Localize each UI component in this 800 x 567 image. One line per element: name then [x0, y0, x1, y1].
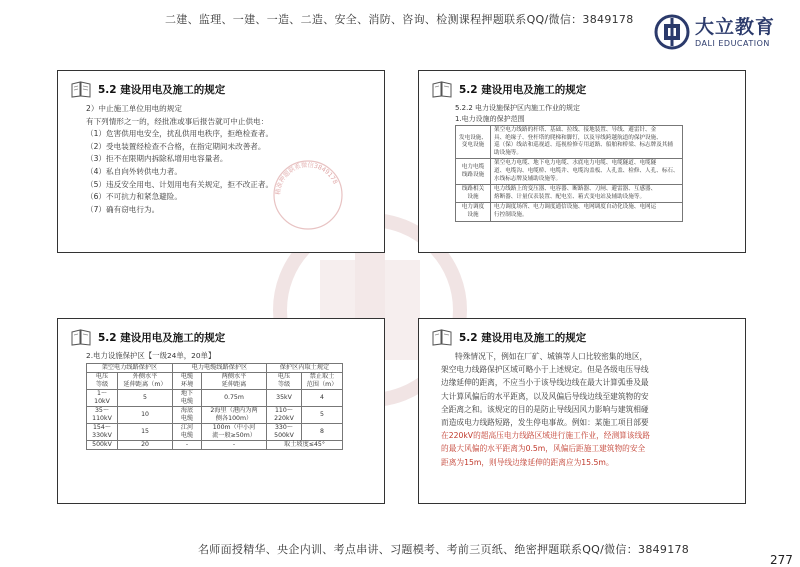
- slide-subtitle: 5.2.2 电力设施保护区内施工作业的规定: [455, 104, 581, 112]
- table-row: 电压 等级 外侧水平 延伸距离（m） 电缆 环境 两侧水平 延伸距离 电压 等级 禁止取土 范围（m）: [87, 373, 343, 390]
- slide-3: [57, 318, 385, 504]
- slide-subtitle: 2）中止施工单位用电的规定: [86, 104, 182, 113]
- slide-subtitle: 2.电力设施保护区【一级24单，20单】: [86, 351, 216, 360]
- slide-4: [418, 318, 746, 504]
- watermark-text: 精准押题联系微信3849178: [274, 161, 339, 196]
- table-row: 线路相关 设施 电力线路上的变压器、电容器、断路器、刀闸、避雷器、互感器、 熔断器、计量仪表装置、配电室、箱式变电站及辅助设施等。: [456, 185, 683, 203]
- list-item: （5）违反安全用电、计划用电有关规定，拒不改正者。: [86, 179, 274, 189]
- table-row: 35～ 110kV 10 海底 电缆 2海里（港内为两 侧各100m） 110～ 220kV 5: [87, 407, 343, 424]
- book-icon: [431, 329, 453, 346]
- paragraph-line: 而造成电力线路短路，发生停电事故。例如：某施工项目部要: [441, 418, 649, 428]
- table-row: 发电设施、 变电设施 架空电力线路的杆塔、基础、拉线、接地装置、导线、避雷针、金 具、绝缘子、登杆塔的爬梯和脚钉，以及导线跨越航道的保护设施、 巡（保）线站和巡视道、巡视检修专用道路、船舶和桥梁、标志牌及其辅 助设施等。: [456, 126, 683, 159]
- page-number: 277: [770, 553, 793, 567]
- paragraph-line-highlight: 距离为15m，则导线边缘延伸的距离应为15.5m。: [441, 457, 614, 467]
- book-icon: [70, 329, 92, 346]
- slide-2: [418, 70, 746, 253]
- list-item: （1）危害供用电安全，扰乱供用电秩序，拒绝检查者。: [86, 129, 274, 139]
- book-icon: [431, 81, 453, 98]
- header-text: 二建、监理、一建、一造、二造、安全、消防、咨询、检测课程押题联系QQ/微信：3849178: [165, 13, 634, 26]
- logo: [654, 14, 775, 50]
- table-row: 电力调度 设施 电力调度场所、电力调度通信设施、电网调度自动化设施、电网运 行控制设施。: [456, 203, 683, 221]
- table-row: 架空电力线路保护区 电力电缆线路保护区 保护区内取土规定: [87, 364, 343, 373]
- slide-title: 5.2 建设用电及施工的规定: [459, 84, 587, 96]
- paragraph-line: 特殊情况下，例如在厂矿、城镇等人口比较密集的地区，: [455, 352, 648, 361]
- table-row: 154～ 330kV 15 江河 电缆 100m（中小河 流一般≥50m） 330～ 500kV 8: [87, 424, 343, 441]
- watermark-stamp-icon: [268, 155, 348, 235]
- paragraph-line: 架空电力线路保护区域可略小于上述规定。但是各级电压导线: [441, 365, 649, 375]
- paragraph-line: 全距离之和。该规定的目的是防止导线因风力影响与建筑相碰: [441, 404, 649, 414]
- slide-title: 5.2 建设用电及施工的规定: [459, 332, 587, 344]
- table-row: 电力电缆 线路设施 架空电力电缆、地下电力电缆、水底电力电缆、电缆隧道、电缆隧 道、电缆沟、电缆桥、电缆井、电缆沟盖板、人孔盖、检修、人孔、标石、 水线标志牌及辅助设施等。: [456, 159, 683, 185]
- logo-cn: 大立教育: [695, 15, 776, 38]
- table-row: 500kV 20 - - 取土坡度≤45°: [87, 441, 343, 450]
- paragraph-line-highlight: 的最大风偏的水平距离为0.5m，风偏后距施工建筑物的安全: [441, 444, 646, 454]
- list-item: （2）受电装置经检查不合格，在指定期间未改善者。: [86, 141, 266, 151]
- slide-title: 5.2 建设用电及施工的规定: [98, 84, 226, 96]
- list-item: （4）私自向外转供电力者。: [86, 166, 182, 176]
- logo-en: DALI EDUCATION: [695, 38, 770, 48]
- slide-subtitle-2: 1.电力设施的保护范围: [455, 115, 525, 123]
- svg-text:精准押题联系微信3849178: [274, 161, 339, 195]
- paragraph-line-highlight: 在220kV的超高压电力线路区域进行施工作业，经测算该线路: [441, 431, 650, 441]
- slide-intro: 有下列情形之一的，经批准或事后报告就可中止供电：: [86, 116, 269, 126]
- paragraph-line: 大计算风偏后的水平距离，以及风偏后导线边线至建筑物的安: [441, 391, 649, 401]
- list-item: （7）确有窃电行为。: [86, 204, 160, 214]
- protection-zone-table: [86, 363, 343, 450]
- list-item: （3）拒不在限期内拆除私增用电容量者。: [86, 154, 228, 164]
- book-icon: [70, 81, 92, 98]
- protection-scope-table: [455, 125, 683, 222]
- slide-title: 5.2 建设用电及施工的规定: [98, 332, 226, 344]
- paragraph-line: 边缘延伸的距离，不应当小于该导线边线在最大计算弧垂及最: [441, 378, 649, 388]
- list-item: （6）不可抗力和紧急避险。: [86, 192, 182, 202]
- dali-logo-icon: [654, 14, 690, 50]
- table-row: 1～ 10kV 5 地下 电缆 0.75m 35kV 4: [87, 390, 343, 407]
- footer-text: 名师面授精华、央企内训、考点串讲、习题模考、考前三页纸、绝密押题联系QQ/微信：3849178: [198, 543, 690, 556]
